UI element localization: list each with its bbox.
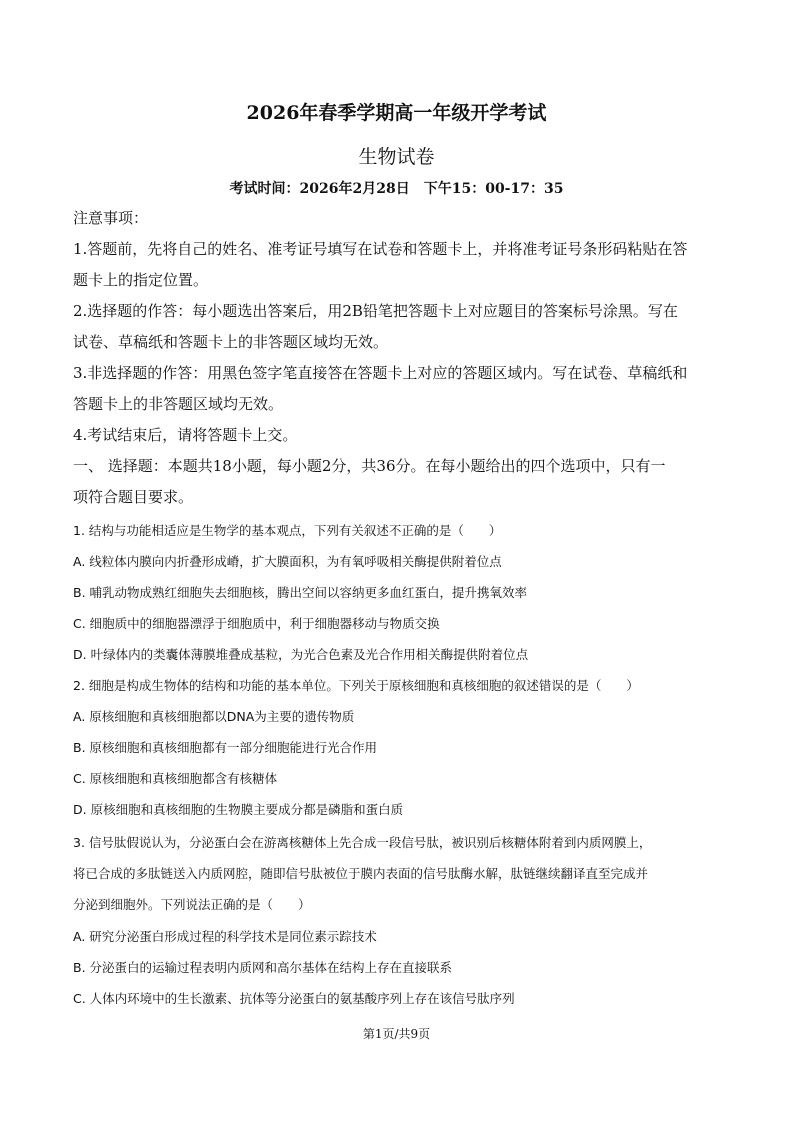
notice-heading: 注意事项： — [73, 209, 149, 227]
notice-line: 题卡上的指定位置。 — [73, 271, 209, 289]
question-stem: 2. 细胞是构成生物体的结构和功能的基本单位。下列关于原核细胞和真核细胞的叙述错误的是（ ） — [73, 678, 639, 693]
question-option: D. 叶绿体内的类囊体薄膜堆叠成基粒，为光合色素及光合作用相关酶提供附着位点 — [73, 647, 529, 662]
question-option: A. 线粒体内膜向内折叠形成嵴，扩大膜面积，为有氧呼吸相关酶提供附着位点 — [73, 554, 502, 569]
question-stem: 分泌到细胞外。下列说法正确的是（ ） — [73, 897, 311, 912]
exam-subtitle: 生物试卷 — [358, 146, 435, 168]
notice-line: 答题卡上的非答题区域均无效。 — [73, 395, 284, 413]
question-option: C. 原核细胞和真核细胞都含有核糖体 — [73, 771, 278, 786]
page-footer: 第1页/共9页 — [362, 1027, 431, 1041]
question-option: D. 原核细胞和真核细胞的生物膜主要成分都是磷脂和蛋白质 — [73, 802, 404, 817]
question-option: B. 原核细胞和真核细胞都有一部分细胞能进行光合作用 — [73, 740, 378, 755]
question-option: B. 分泌蛋白的运输过程表明内质网和高尔基体在结构上存在直接联系 — [73, 960, 453, 975]
section-heading: 一、 选择题：本题共18小题，每小题2分，共36分。在每小题给出的四个选项中，只有一 — [73, 457, 666, 475]
notice-line: 4.考试结束后，请将答题卡上交。 — [73, 426, 298, 444]
exam-title: 2026年春季学期高一年级开学考试 — [246, 102, 547, 124]
notice-line: 试卷、草稿纸和答题卡上的非答题区域均无效。 — [73, 333, 389, 351]
notice-line: 2.选择题的作答：每小题选出答案后，用2B铅笔把答题卡上对应题目的答案标号涂黑。写在 — [73, 302, 678, 320]
question-stem: 3. 信号肽假说认为，分泌蛋白会在游离核糖体上先合成一段信号肽，被识别后核糖体附着到内质网膜上， — [73, 835, 652, 850]
section-heading-cont: 项符合题目要求。 — [73, 488, 194, 506]
question-option: C. 人体内环境中的生长激素、抗体等分泌蛋白的氨基酸序列上存在该信号肽序列 — [73, 991, 515, 1006]
question-option: A. 研究分泌蛋白形成过程的科学技术是同位素示踪技术 — [73, 929, 377, 944]
notice-line: 3.非选择题的作答：用黑色签字笔直接答在答题卡上对应的答题区域内。写在试卷、草稿纸和 — [73, 364, 688, 382]
notice-line: 1.答题前，先将自己的姓名、准考证号填写在试卷和答题卡上，并将准考证号条形码粘贴在答 — [73, 240, 688, 258]
question-option: B. 哺乳动物成熟红细胞失去细胞核，腾出空间以容纳更多血红蛋白，提升携氧效率 — [73, 585, 528, 600]
question-stem: 将已合成的多肽链送入内质网腔，随即信号肽被位于膜内表面的信号肽酶水解，肽链继续翻译直至完成并 — [73, 866, 649, 881]
exam-time: 考试时间：2026年2月28日 下午15：00-17：35 — [229, 181, 564, 197]
question-option: C. 细胞质中的细胞器漂浮于细胞质中，利于细胞器移动与物质交换 — [73, 616, 440, 631]
question-option: A. 原核细胞和真核细胞都以DNA为主要的遗传物质 — [73, 709, 355, 724]
question-stem: 1. 结构与功能相适应是生物学的基本观点，下列有关叙述不正确的是（ ） — [73, 523, 502, 538]
